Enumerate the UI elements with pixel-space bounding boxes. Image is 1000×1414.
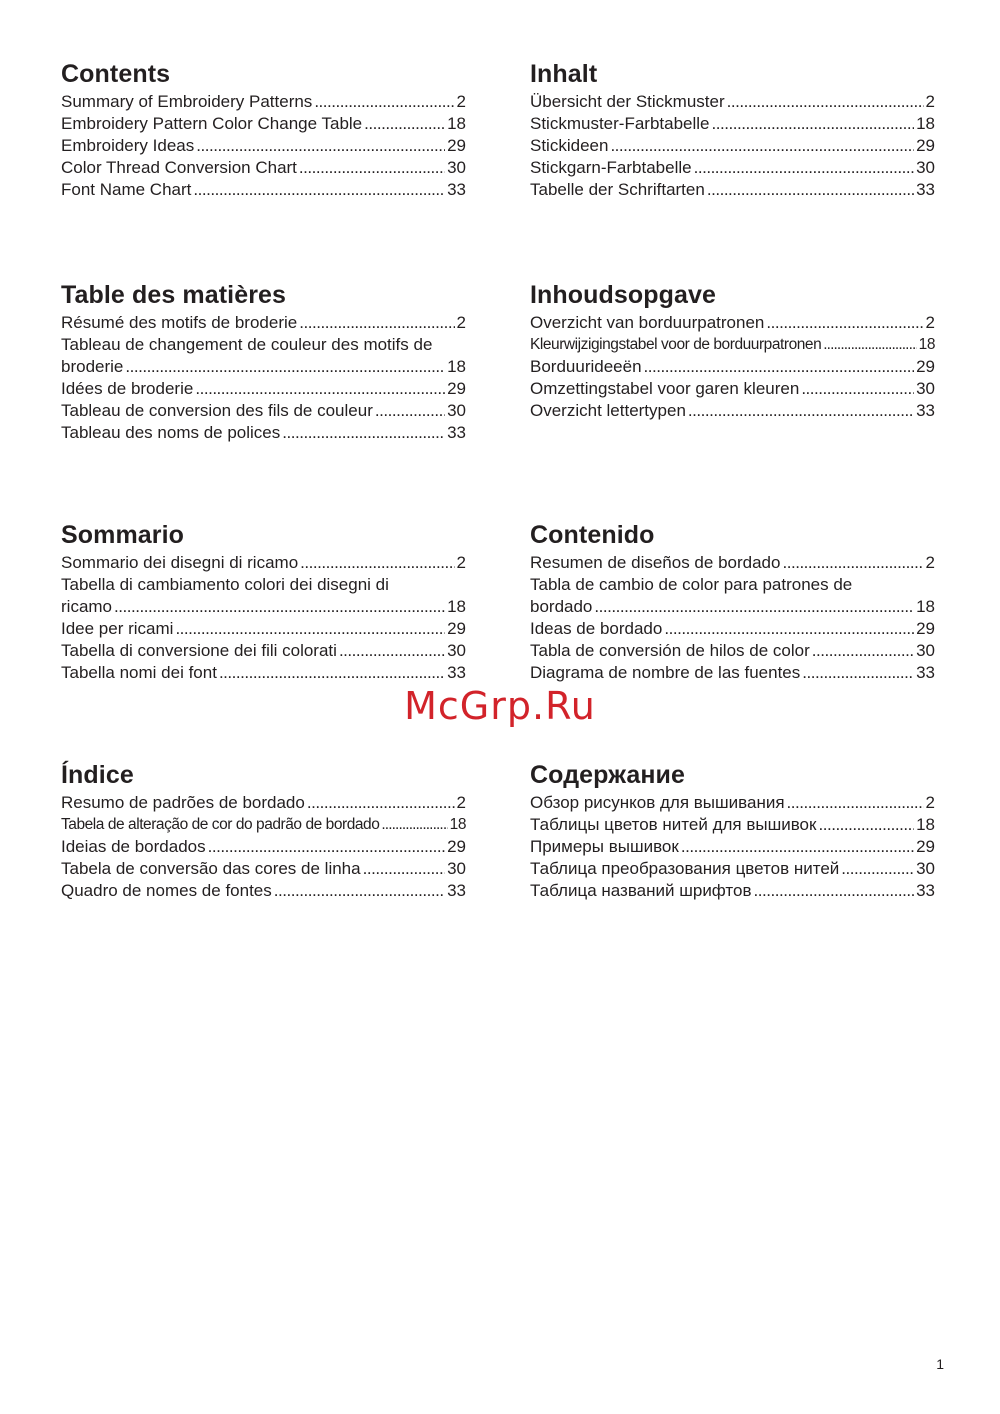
toc-section-portuguese [61,760,466,902]
dot-leader [841,858,914,880]
entry-title: Таблица преобразования цветов нитей [530,859,840,878]
entry-title: Stickideen [530,136,609,155]
dot-leader [823,334,916,356]
entry-title: Tabella di conversione dei fili colorati [61,641,337,660]
toc-entry[interactable] [530,836,935,858]
entry-page: 18 [916,815,935,834]
dot-leader [812,640,914,662]
dot-leader [219,662,445,684]
toc-entry[interactable] [61,135,466,157]
entry-title: Summary of Embroidery Patterns [61,92,313,111]
toc-entry[interactable] [61,792,466,814]
toc-list [61,91,466,201]
entry-page: 18 [447,114,466,133]
entry-page: 30 [916,379,935,398]
toc-entry[interactable] [61,858,466,880]
entry-title: Tabella di cambiamento colori dei disegni di [61,575,389,594]
entry-page: 29 [916,357,935,376]
toc-entry[interactable] [530,574,935,618]
dot-leader [299,312,454,334]
toc-entry[interactable] [61,880,466,902]
entry-page: 33 [916,663,935,682]
toc-entry[interactable] [530,179,935,201]
page-number: 1 [936,1356,944,1372]
toc-entry[interactable] [61,179,466,201]
dot-leader [175,618,445,640]
entry-page: 2 [456,313,466,332]
entry-page: 30 [447,859,466,878]
dot-leader [802,662,914,684]
dot-leader [114,596,445,618]
entry-title: Tabela de conversão das cores de linha [61,859,361,878]
entry-title: Tableau de changement de couleur des motifs de [61,335,433,354]
toc-list [61,312,466,444]
toc-entry[interactable] [61,312,466,334]
toc-list [61,552,466,684]
toc-entry[interactable] [530,334,935,356]
entry-title: Font Name Chart [61,180,192,199]
toc-entry[interactable] [61,422,466,444]
toc-entry[interactable] [530,618,935,640]
entry-page: 30 [447,158,466,177]
toc-entry[interactable] [530,157,935,179]
entry-page: 18 [447,597,466,616]
entry-page: 30 [916,641,935,660]
entry-title: Tableau des noms de polices [61,423,281,442]
dot-leader [694,157,915,179]
section-heading: Contenido [530,521,655,549]
toc-entry[interactable] [530,378,935,400]
dot-leader [196,135,445,157]
toc-entry[interactable] [61,400,466,422]
dot-leader [664,618,914,640]
entry-page: 18 [449,816,466,833]
entry-title: Обзор рисунков для вышивания [530,793,785,812]
entry-title: Quadro de nomes de fontes [61,881,272,900]
entry-page: 29 [916,136,935,155]
dot-leader [712,113,915,135]
entry-title: Ideias de bordados [61,837,206,856]
toc-section-italian [61,520,466,684]
toc-section-german [530,59,935,201]
entry-title: Diagrama de nombre de las fuentes [530,663,801,682]
entry-title: Stickmuster-Farbtabelle [530,114,710,133]
dot-leader [193,179,445,201]
entry-title: Sommario dei disegni di ricamo [61,553,299,572]
section-heading: Inhoudsopgave [530,281,717,309]
entry-title: Tabelle der Schriftarten [530,180,705,199]
entry-page: 33 [447,180,466,199]
dot-leader [208,836,445,858]
entry-title: Kleurwijzigingstabel voor de borduurpatronen [530,336,822,353]
toc-entry[interactable] [530,858,935,880]
dot-leader [299,157,445,179]
dot-leader [314,91,454,113]
section-heading: Inhalt [530,60,598,88]
entry-title: Résumé des motifs de broderie [61,313,298,332]
entry-page: 2 [925,92,935,111]
dot-leader [688,400,914,422]
toc-section-english [61,59,466,201]
dot-leader [787,792,924,814]
entry-page: 2 [456,92,466,111]
entry-title: Übersicht der Stickmuster [530,92,725,111]
toc-section-spanish [530,520,935,684]
entry-page: 2 [925,313,935,332]
dot-leader [364,113,445,135]
toc-section-russian [530,760,935,902]
dot-leader [594,596,914,618]
toc-entry[interactable] [61,378,466,400]
entry-title: Color Thread Conversion Chart [61,158,297,177]
entry-title: Tabella nomi dei font [61,663,217,682]
entry-title: Таблица названий шрифтов [530,881,752,900]
toc-entry[interactable] [530,91,935,113]
dot-leader [766,312,923,334]
toc-list [530,792,935,902]
toc-entry[interactable] [530,312,935,334]
dot-leader [363,858,445,880]
entry-title: Overzicht van borduurpatronen [530,313,765,332]
entry-title: Tableau de conversion des fils de couleur [61,401,373,420]
toc-entry[interactable] [61,836,466,858]
dot-leader [381,814,447,836]
dot-leader [274,880,445,902]
toc-entry[interactable] [530,400,935,422]
dot-leader [610,135,914,157]
toc-list [61,792,466,902]
entry-title: Borduurideeën [530,357,642,376]
toc-entry[interactable] [61,618,466,640]
toc-entry[interactable] [61,574,466,618]
section-heading: Table des matières [61,281,287,309]
dot-leader [282,422,445,444]
dot-leader [644,356,915,378]
dot-leader [782,552,923,574]
toc-entry[interactable] [530,640,935,662]
entry-page: 18 [916,114,935,133]
entry-page: 33 [916,401,935,420]
toc-list [530,552,935,684]
entry-page: 2 [456,793,466,812]
entry-title: Embroidery Ideas [61,136,195,155]
toc-entry[interactable] [530,113,935,135]
dot-leader [754,880,915,902]
toc-entry[interactable] [61,334,466,378]
toc-entry[interactable] [61,640,466,662]
toc-entry[interactable] [61,552,466,574]
entry-page: 30 [447,641,466,660]
dot-leader [339,640,445,662]
dot-leader [818,814,914,836]
entry-page: 30 [447,401,466,420]
dot-leader [300,552,454,574]
entry-title-continued: ricamo [61,597,113,616]
dot-leader [801,378,914,400]
toc-entry[interactable] [530,552,935,574]
entry-page: 18 [447,357,466,376]
entry-title: Resumen de diseños de bordado [530,553,781,572]
entry-title: Resumo de padrões de bordado [61,793,305,812]
toc-entry[interactable] [530,662,935,684]
entry-page: 30 [916,859,935,878]
entry-page: 29 [916,837,935,856]
dot-leader [375,400,445,422]
entry-title: Idee per ricami [61,619,174,638]
toc-entry[interactable] [61,662,466,684]
section-heading: Содержание [530,761,686,789]
entry-page: 33 [447,423,466,442]
entry-page: 29 [447,837,466,856]
entry-title: Stickgarn-Farbtabelle [530,158,692,177]
entry-page: 33 [916,881,935,900]
entry-title: Tabla de conversión de hilos de color [530,641,810,660]
entry-title: Embroidery Pattern Color Change Table [61,114,363,133]
toc-entry[interactable] [530,880,935,902]
entry-page: 33 [447,663,466,682]
entry-page: 29 [447,619,466,638]
toc-entry[interactable] [530,814,935,836]
entry-page: 2 [456,553,466,572]
entry-page: 18 [918,336,935,353]
dot-leader [125,356,445,378]
toc-entry[interactable] [61,113,466,135]
toc-entry[interactable] [530,135,935,157]
toc-entry[interactable] [530,356,935,378]
entry-title: Overzicht lettertypen [530,401,686,420]
entry-page: 29 [447,379,466,398]
entry-page: 18 [916,597,935,616]
toc-list [530,91,935,201]
section-heading: Sommario [61,521,185,549]
entry-page: 29 [447,136,466,155]
section-heading: Contents [61,60,171,88]
entry-page: 30 [916,158,935,177]
section-heading: Índice [61,761,134,789]
entry-title: Tabela de alteração de cor do padrão de bordado [61,816,380,833]
entry-title: Примеры вышивок [530,837,679,856]
entry-page: 2 [925,793,935,812]
entry-title: Idées de broderie [61,379,194,398]
dot-leader [195,378,445,400]
dot-leader [307,792,455,814]
entry-page: 33 [916,180,935,199]
toc-entry[interactable] [61,157,466,179]
toc-entry[interactable] [61,814,466,836]
entry-title-continued: bordado [530,597,593,616]
dot-leader [727,91,924,113]
toc-list [530,312,935,422]
toc-section-dutch [530,280,935,422]
dot-leader [707,179,914,201]
toc-entry[interactable] [61,91,466,113]
entry-title: Ideas de bordado [530,619,663,638]
entry-page: 2 [925,553,935,572]
watermark-text: McGrp.Ru [404,684,596,728]
entry-title: Omzettingstabel voor garen kleuren [530,379,800,398]
dot-leader [681,836,914,858]
toc-entry[interactable] [530,792,935,814]
entry-title-continued: broderie [61,357,124,376]
toc-section-french [61,280,466,444]
entry-title: Tabla de cambio de color para patrones de [530,575,853,594]
entry-page: 29 [916,619,935,638]
entry-title: Таблицы цветов нитей для вышивок [530,815,817,834]
entry-page: 33 [447,881,466,900]
